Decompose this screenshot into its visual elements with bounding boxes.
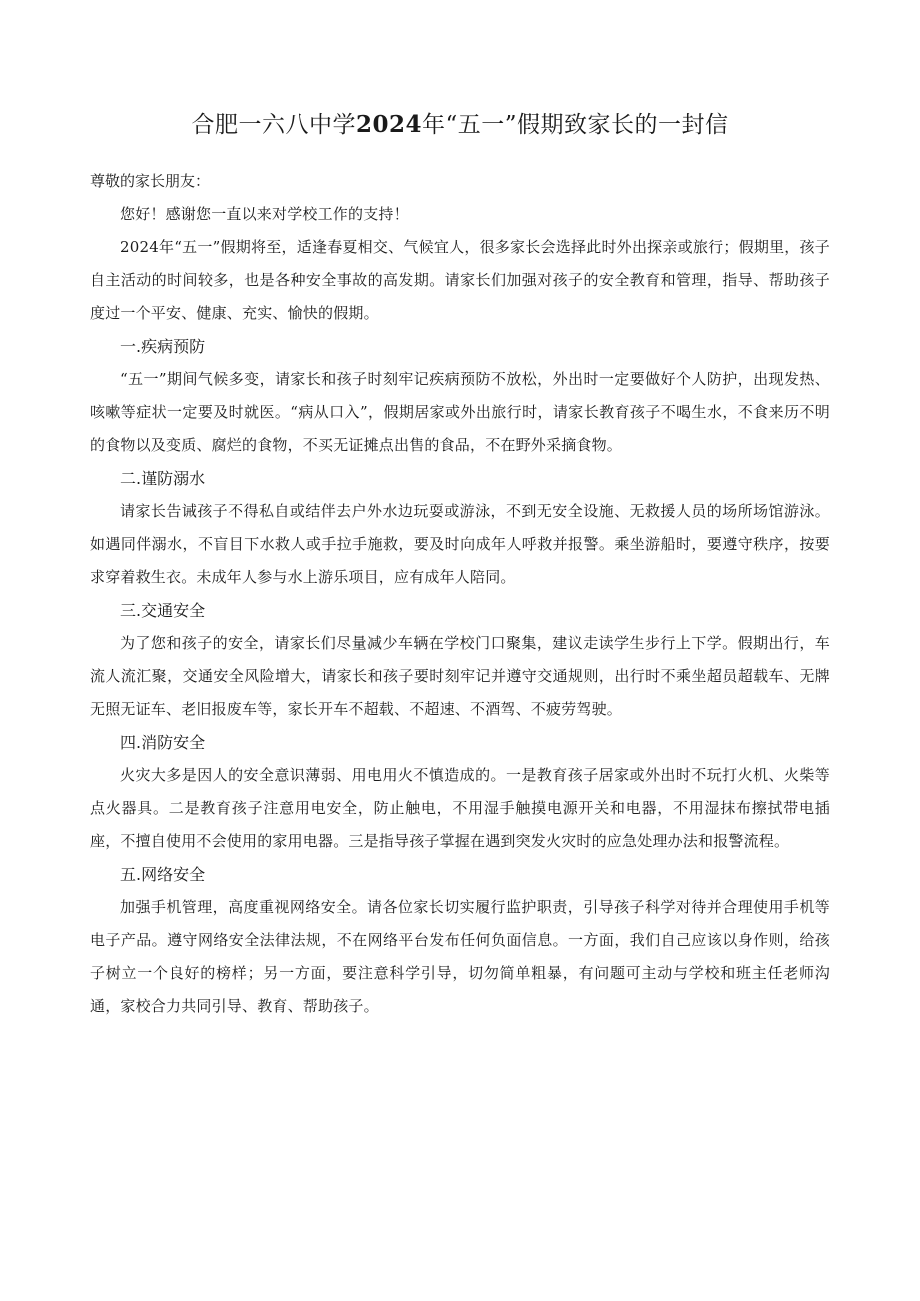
salutation: 尊敬的家长朋友： [90,172,211,190]
intro-paragraph: 2024年“五一”假期将至，适逢春夏相交、气候宜人，很多家长会选择此时外出探亲或旅行；假期里，孩子自主活动的时间较多，也是各种安全事故的高发期。请家长们加强对孩子的安全教育和管理，指导、帮助孩子度过一个平安、健康、充实、愉快的假期。 [90,238,830,322]
document-title [0,108,920,142]
section-body-internet-safety: 加强手机管理，高度重视网络安全。请各位家长切实履行监护职责，引导孩子科学对待并合理使用手机等电子产品。遵守网络安全法律法规，不在网络平台发布任何负面信息。一方面，我们自己应该以身作则，给孩子树立一个良好的榜样；另一方面，要注意科学引导，切勿简单粗暴，有问题可主动与学校和班主任老师沟通，家校合力共同引导、教育、帮助孩子。 [90,898,830,1015]
title-prefix: 合肥一六八中学 [191,112,356,138]
section-heading-drowning-prevention: 二.谨防溺水 [120,469,206,488]
section-body-fire-safety: 火灾大多是因人的安全意识薄弱、用电用火不慎造成的。一是教育孩子居家或外出时不玩打火机、火柴等点火器具。二是教育孩子注意用电安全，防止触电，不用湿手触摸电源开关和电器，不用湿抹布擦拭带电插座，不擅自使用不会使用的家用电器。三是指导孩子掌握在遇到突发火灾时的应急处理办法和报警流程。 [90,766,830,850]
letter-body [90,164,830,1023]
section-heading-disease-prevention: 一.疾病预防 [120,337,206,356]
title-suffix: 年“五一”假期致家长的一封信 [421,112,729,138]
section-body-disease-prevention: “五一”期间气候多变，请家长和孩子时刻牢记疾病预防不放松，外出时一定要做好个人防护，出现发热、咳嗽等症状一定要及时就医。“病从口入”，假期居家或外出旅行时，请家长教育孩子不喝生水，不食来历不明的食物以及变质、腐烂的食物，不买无证摊点出售的食品，不在野外采摘食物。 [90,370,830,454]
section-body-drowning-prevention: 请家长告诫孩子不得私自或结伴去户外水边玩耍或游泳，不到无安全设施、无救援人员的场所场馆游泳。如遇同伴溺水，不盲目下水救人或手拉手施救，要及时向成年人呼救并报警。乘坐游船时，要遵守秩序，按要求穿着救生衣。未成年人参与水上游乐项目，应有成年人陪同。 [90,502,830,586]
section-body-traffic-safety: 为了您和孩子的安全，请家长们尽量减少车辆在学校门口聚集，建议走读学生步行上下学。假期出行，车流人流汇聚，交通安全风险增大，请家长和孩子要时刻牢记并遵守交通规则，出行时不乘坐超员超载车、无牌无照无证车、老旧报废车等，家长开车不超载、不超速、不酒驾、不疲劳驾驶。 [90,634,830,718]
greeting-paragraph: 您好！感谢您一直以来对学校工作的支持！ [120,205,409,223]
title-year: 2024 [355,111,422,138]
section-heading-internet-safety: 五.网络安全 [120,865,206,884]
section-heading-traffic-safety: 三.交通安全 [120,601,206,620]
section-heading-fire-safety: 四.消防安全 [120,733,206,752]
